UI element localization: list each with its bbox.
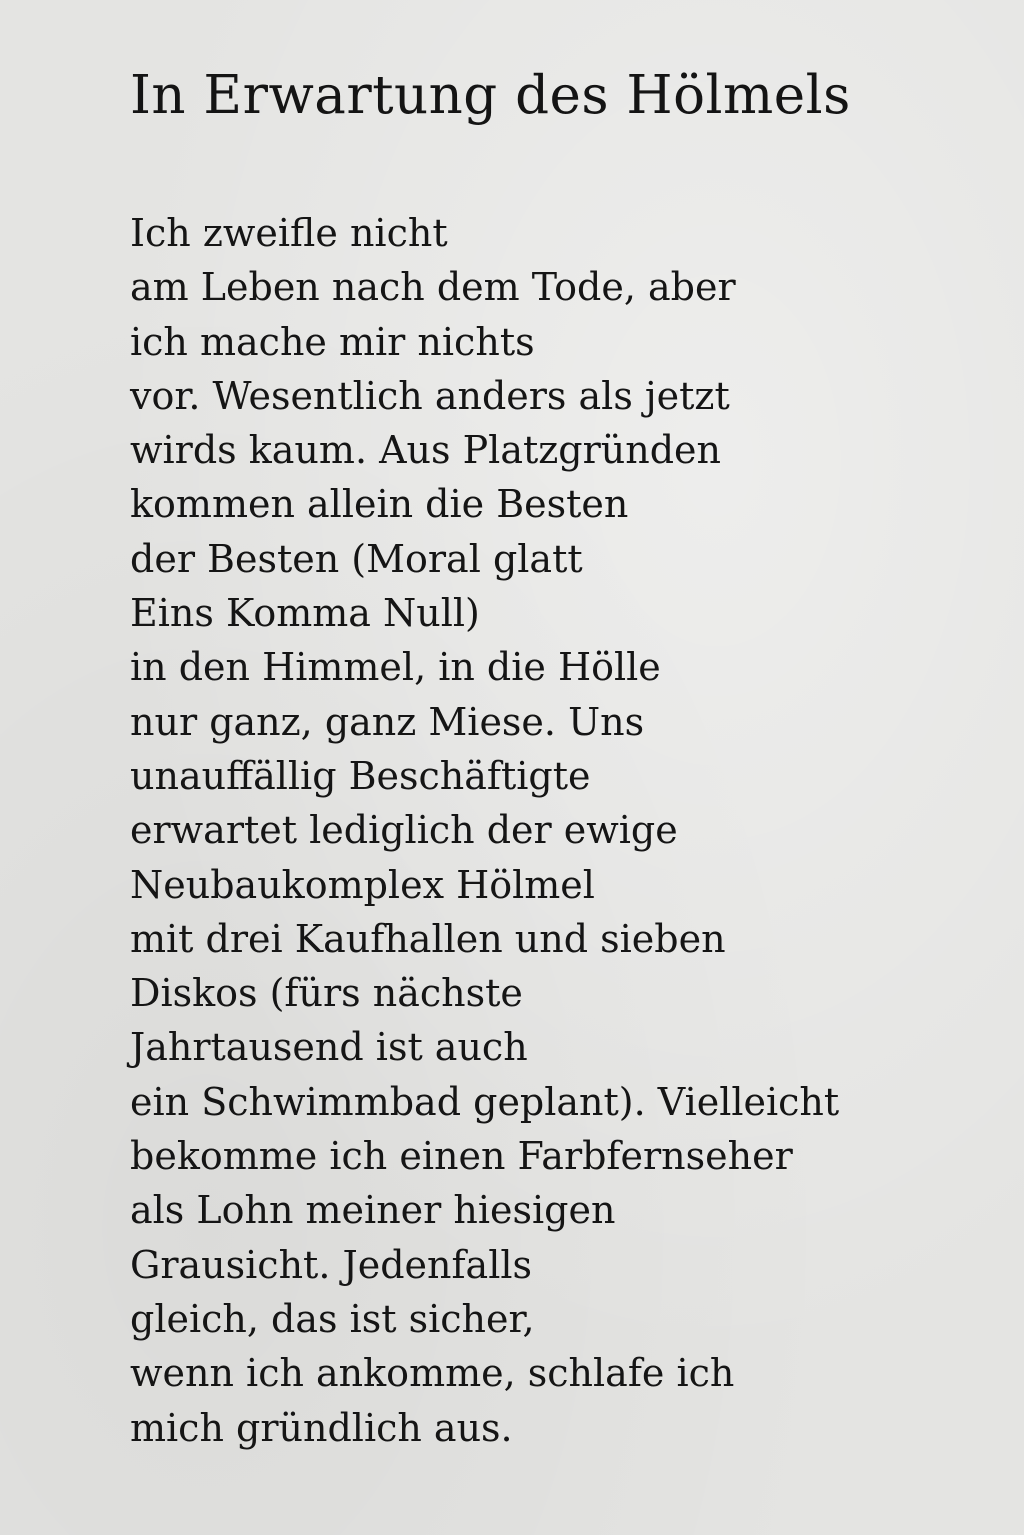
poem-line: Ich zweifle nicht: [130, 211, 448, 255]
poem-line: Eins Komma Null): [130, 591, 480, 636]
poem-line: kommen allein die Besten: [130, 482, 629, 527]
poem-line: nur ganz, ganz Miese. Uns: [130, 699, 645, 744]
poem-title: In Erwartung des Hölmels: [130, 65, 851, 126]
poem-line: erwartet lediglich der ewige: [130, 808, 678, 853]
poem-line: am Leben nach dem Tode, aber: [130, 265, 736, 310]
poem-line: mich gründlich aus.: [130, 1405, 513, 1450]
poem-line: als Lohn meiner hiesigen: [130, 1188, 616, 1233]
poem-line: ein Schwimmbad geplant). Vielleicht: [130, 1079, 840, 1124]
poem-line: vor. Wesentlich anders als jetzt: [130, 373, 730, 418]
poem-line: mit drei Kaufhallen und sieben: [130, 916, 726, 961]
poem-line: gleich, das ist sicher,: [130, 1296, 535, 1341]
poem-line: unauffällig Beschäftigte: [130, 753, 591, 798]
poem-body: [130, 206, 1000, 1455]
poem-line: wenn ich ankomme, schlafe ich: [130, 1351, 735, 1396]
poem-line: Neubaukomplex Hölmel: [130, 862, 595, 907]
poem-line: wirds kaum. Aus Platzgründen: [130, 428, 721, 473]
poem-line: bekomme ich einen Farbfernseher: [130, 1134, 793, 1179]
poem-line: Grausicht. Jedenfalls: [130, 1242, 533, 1287]
poem-line: in den Himmel, in die Hölle: [130, 645, 661, 690]
poem-line: Jahrtausend ist auch: [130, 1025, 528, 1070]
poem-line: ich mache mir nichts: [130, 319, 535, 364]
poem-line: der Besten (Moral glatt: [130, 536, 583, 581]
poem-line: Diskos (fürs nächste: [130, 971, 523, 1016]
